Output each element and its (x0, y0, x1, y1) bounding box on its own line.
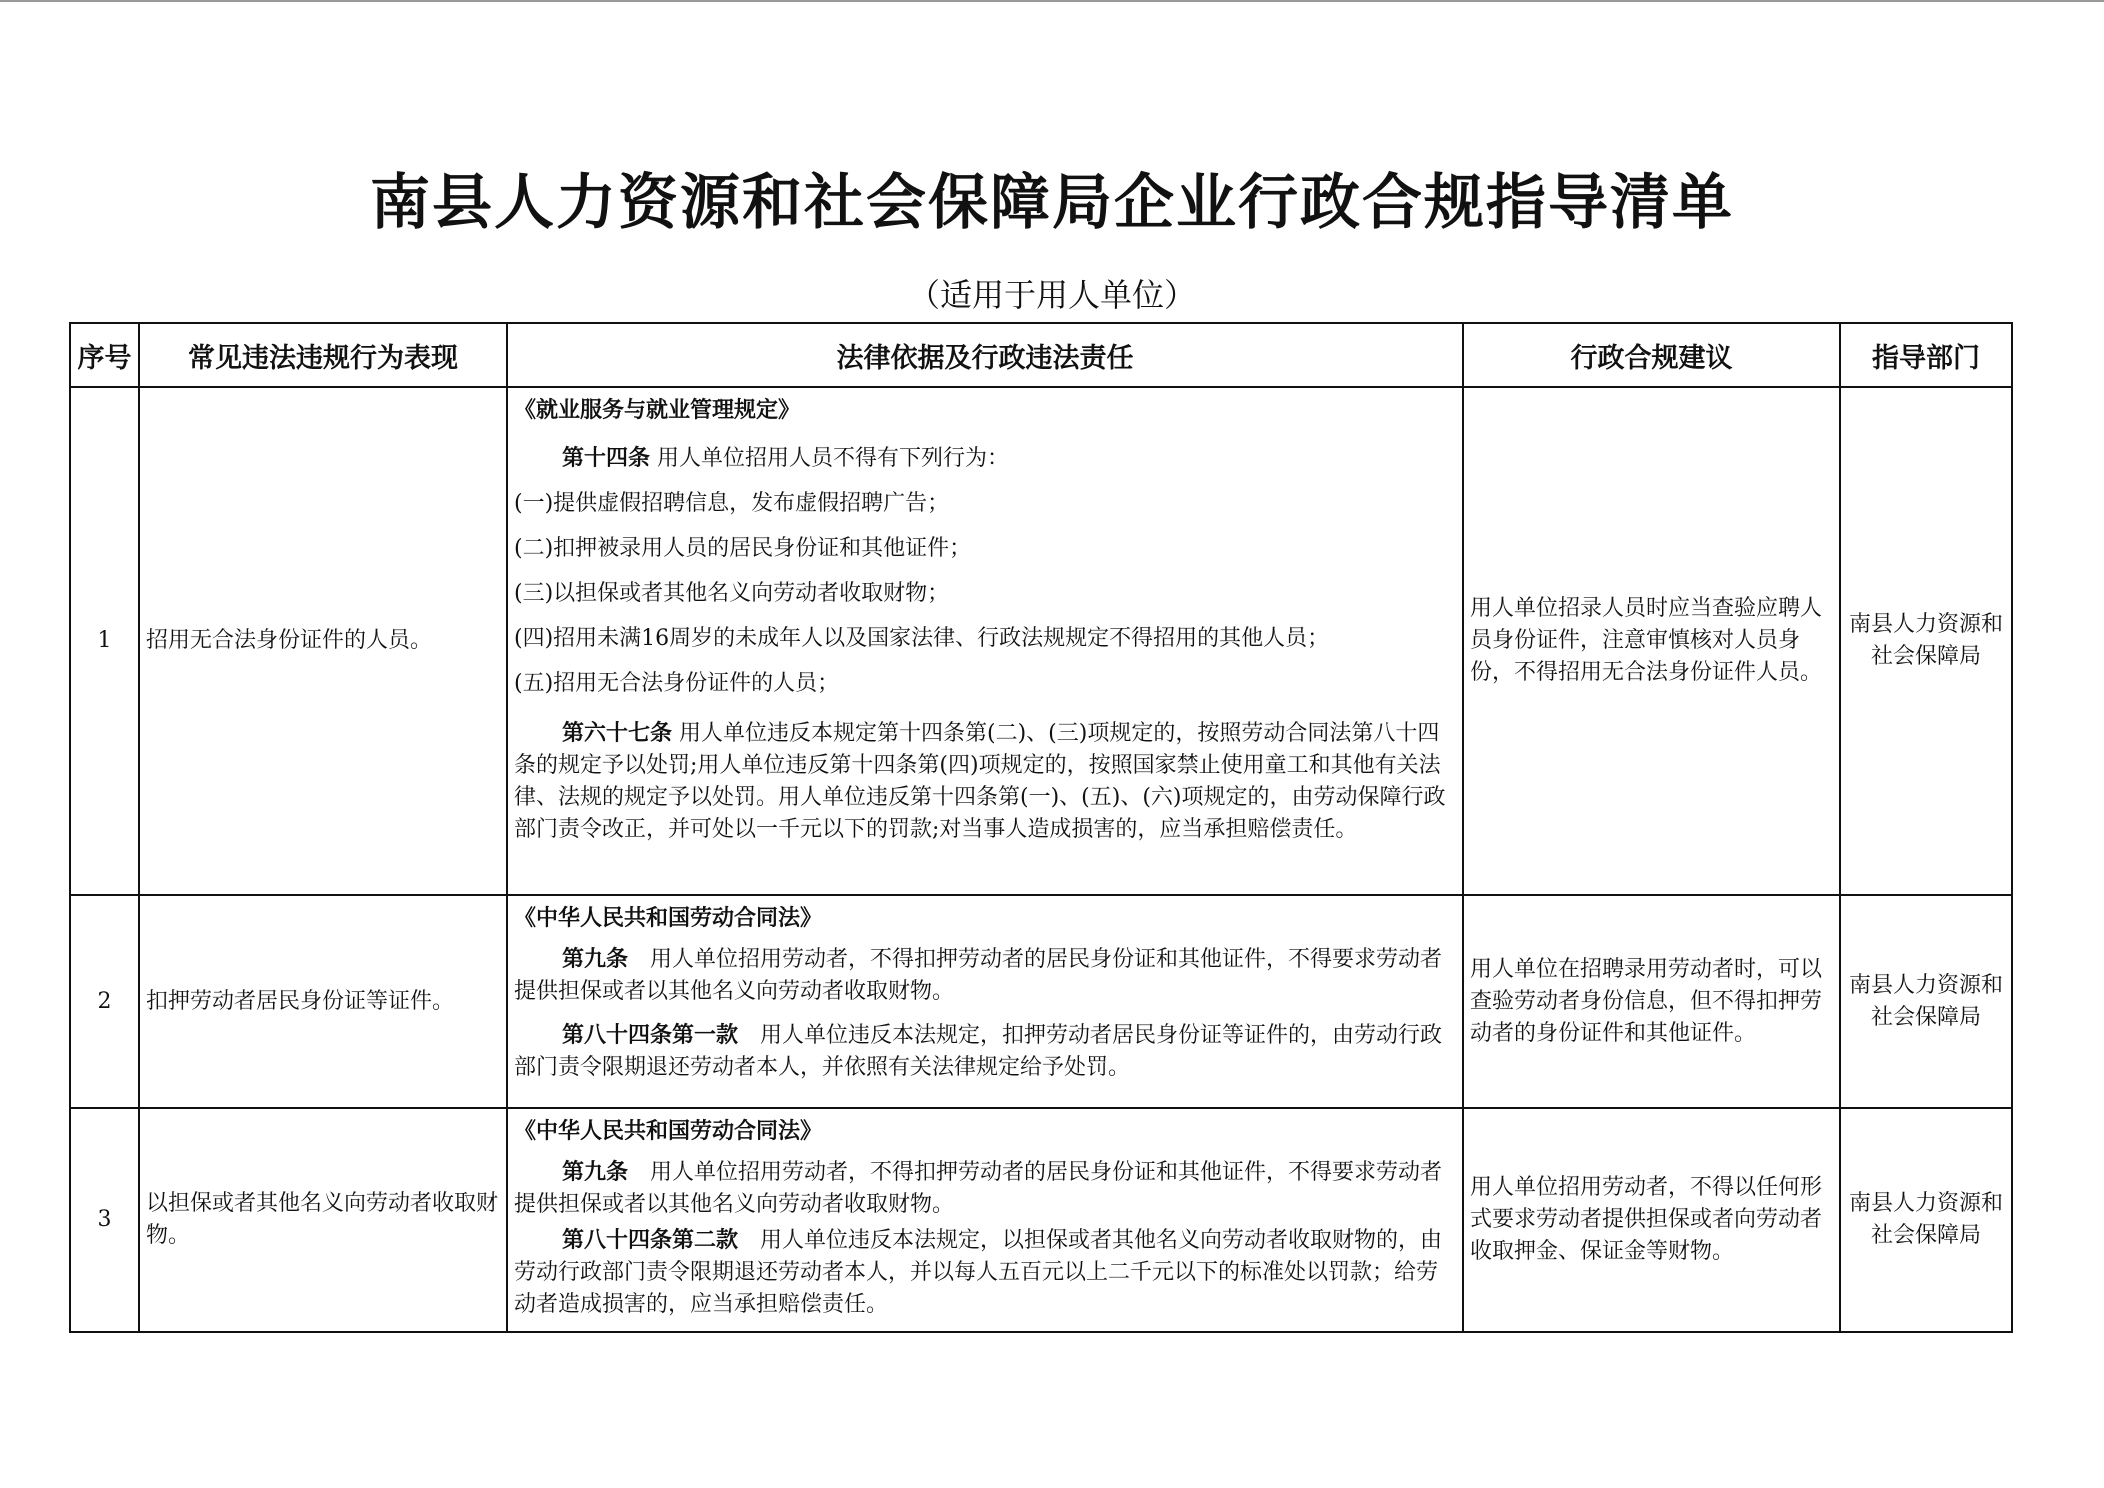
legal-basis (507, 895, 1463, 1108)
article-text: 用人单位违反本法规定，以担保或者其他名义向劳动者收取财物的，由劳动行政部门责令限期退还劳动者本人，并以每人五百元以上二千元以下的标准处以罚款；给劳动者造成损害的，应当承担赔偿责任。 (514, 1228, 1443, 1317)
compliance-advice: 用人单位招用劳动者，不得以任何形式要求劳动者提供担保或者向劳动者收取押金、保证金等财物。 (1463, 1108, 1840, 1332)
article-paragraph (514, 1225, 1456, 1321)
article-label: 第八十四条第一款 (562, 1023, 739, 1048)
article-paragraph (514, 436, 1456, 481)
article-text: 用人单位违反本法规定，扣押劳动者居民身份证等证件的，由劳动行政部门责令限期退还劳动者本人，并依照有关法律规定给予处罚。 (514, 1023, 1443, 1080)
guidance-department: 南县人力资源和社会保障局 (1840, 387, 2012, 895)
table-row (70, 895, 2012, 1108)
article-label: 第六十七条 (562, 721, 673, 746)
violation-behavior: 招用无合法身份证件的人员。 (139, 387, 507, 895)
header-compliance-advice: 行政合规建议 (1463, 323, 1840, 387)
legal-basis (507, 1108, 1463, 1332)
article-label: 第九条 (562, 1160, 629, 1185)
compliance-advice: 用人单位招录人员时应当查验应聘人员身份证件，注意审慎核对人员身份，不得招用无合法身份证件人员。 (1463, 387, 1840, 895)
compliance-advice: 用人单位在招聘录用劳动者时，可以查验劳动者身份信息，但不得扣押劳动者的身份证件和其他证件。 (1463, 895, 1840, 1108)
violation-behavior: 扣押劳动者居民身份证等证件。 (139, 895, 507, 1108)
article-text: 用人单位违反本规定第十四条第(二)、(三)项规定的，按照劳动合同法第八十四条的规定予以处罚;用人单位违反第十四条第(四)项规定的，按照国家禁止使用童工和其他有关法律、法规的规定予以处罚。用人单位违反第十四条第(一)、(五)、(六)项规定的，由劳动保障行政部门责令改正，并可处以一千元以下的罚款;对当事人造成损害的，应当承担赔偿责任。 (514, 721, 1446, 842)
article-text: 用人单位招用劳动者，不得扣押劳动者的居民身份证和其他证件，不得要求劳动者提供担保或者以其他名义向劳动者收取财物。 (514, 947, 1443, 1004)
list-item: (一)提供虚假招聘信息，发布虚假招聘广告； (514, 491, 950, 516)
article-text: 用人单位招用人员不得有下列行为： (650, 446, 1010, 471)
article-paragraph (514, 1020, 1456, 1084)
top-border-line (0, 0, 2104, 2)
article-text: 用人单位招用劳动者，不得扣押劳动者的居民身份证和其他证件，不得要求劳动者提供担保或者以其他名义向劳动者收取财物。 (514, 1160, 1443, 1217)
table-row (70, 387, 2012, 895)
table-header-row (70, 323, 2012, 387)
header-violation-behavior: 常见违法违规行为表现 (139, 323, 507, 387)
law-title: 《就业服务与就业管理规定》 (514, 398, 801, 423)
article-paragraph (514, 944, 1456, 1008)
guidance-department: 南县人力资源和社会保障局 (1840, 1108, 2012, 1332)
row-number: 2 (70, 895, 139, 1108)
header-legal-basis: 法律依据及行政违法责任 (507, 323, 1463, 387)
list-item: (二)扣押被录用人员的居民身份证和其他证件； (514, 536, 972, 561)
article-label: 第十四条 (562, 446, 651, 471)
page-subtitle: （适用于用人单位） (907, 276, 1196, 314)
article-paragraph (514, 1157, 1456, 1221)
guidance-department: 南县人力资源和社会保障局 (1840, 895, 2012, 1108)
article-paragraph (514, 718, 1456, 846)
list-item: (五)招用无合法身份证件的人员； (514, 671, 840, 696)
law-title: 《中华人民共和国劳动合同法》 (514, 906, 823, 931)
compliance-table (69, 322, 2013, 1333)
row-number: 3 (70, 1108, 139, 1332)
header-serial-number: 序号 (70, 323, 139, 387)
legal-basis (507, 387, 1463, 895)
law-title: 《中华人民共和国劳动合同法》 (514, 1119, 823, 1144)
page-title: 南县人力资源和社会保障局企业行政合规指导清单 (370, 168, 1734, 238)
header-guidance-department: 指导部门 (1840, 323, 2012, 387)
list-item: (四)招用未满16周岁的未成年人以及国家法律、行政法规规定不得招用的其他人员； (514, 626, 1330, 651)
table-row (70, 1108, 2012, 1332)
article-label: 第八十四条第二款 (562, 1228, 739, 1253)
violation-behavior: 以担保或者其他名义向劳动者收取财物。 (139, 1108, 507, 1332)
article-label: 第九条 (562, 947, 629, 972)
row-number: 1 (70, 387, 139, 895)
list-item: (三)以担保或者其他名义向劳动者收取财物； (514, 581, 950, 606)
